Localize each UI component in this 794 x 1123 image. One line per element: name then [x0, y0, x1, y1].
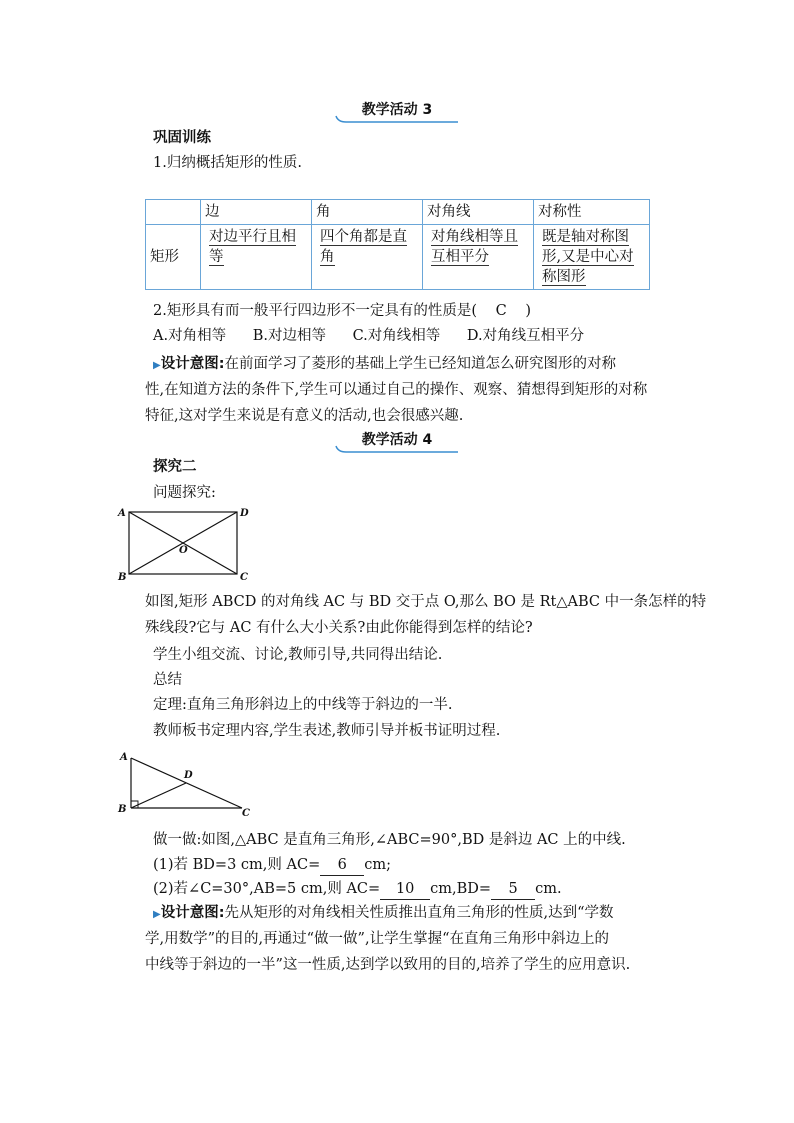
design-intent-line: 性,在知道方法的条件下,学生可以通过自己的操作、观察、猜想得到矩形的对称 [145, 382, 648, 398]
design-intent-line: 先从矩形的对角线相关性质推出直角三角形的性质,达到“学数 [224, 905, 614, 921]
heading-text: 教学活动 3 [361, 102, 433, 118]
section-heading [332, 430, 462, 450]
option-c: C.对角线相等 [352, 328, 441, 344]
point-label-o: O [179, 545, 188, 556]
exercise-item-1 [153, 855, 391, 876]
design-intent-label: 设计意图: [160, 356, 225, 372]
board-note: 教师板书定理内容,学生表述,教师引导并板书证明过程. [153, 723, 501, 739]
triangle-bullet-icon: ▶ [153, 360, 161, 371]
table-cell: 对边平行且相等 [209, 229, 296, 265]
table-cell: 四个角都是直角 [320, 229, 407, 265]
section-title: 巩固训练 [153, 130, 211, 146]
table-header-cell: 对角线 [423, 200, 534, 225]
design-intent-1 [153, 354, 616, 376]
design-intent-line: 中线等于斜边的一半”这一性质,达到学以致用的目的,培养了学生的应用意识. [145, 957, 631, 973]
table-row-label: 矩形 [146, 225, 201, 290]
table-header-cell: 边 [201, 200, 312, 225]
table-header-row [146, 200, 650, 225]
exercise-text: cm,BD= [430, 881, 492, 897]
exercise-text: (1)若 BD=3 cm,则 AC= [153, 857, 321, 873]
rectangle-diagram [114, 502, 254, 584]
point-label-d: D [184, 770, 193, 781]
point-label-b: B [118, 572, 127, 583]
point-label-c: C [240, 572, 248, 583]
design-intent-line: 特征,这对学生来说是有意义的活动,也会很感兴趣. [145, 408, 464, 424]
triangle-bullet-icon: ▶ [153, 909, 161, 920]
table-header-cell [146, 200, 201, 225]
explore-intro: 问题探究: [153, 485, 216, 501]
point-label-a: A [118, 508, 126, 519]
design-intent-line: 在前面学习了菱形的基础上学生已经知道怎么研究图形的对称 [224, 356, 617, 372]
question-2 [153, 301, 531, 321]
paragraph: 殊线段?它与 AC 有什么大小关系?由此你能得到怎样的结论? [145, 620, 533, 636]
answer-blank: 6 [320, 855, 364, 876]
point-label-a: A [120, 752, 128, 763]
triangle-diagram [114, 746, 254, 820]
option-d: D.对角线互相平分 [466, 328, 585, 344]
heading-underline [332, 114, 462, 124]
paragraph: 学生小组交流、讨论,教师引导,共同得出结论. [153, 647, 443, 663]
section-heading [332, 100, 462, 120]
question-2-close: ) [525, 303, 531, 319]
design-intent-line: 学,用数学”的目的,再通过“做一做”,让学生掌握“在直角三角形中斜边上的 [145, 931, 609, 947]
question-2-stem: 2.矩形具有而一般平行四边形不一定具有的性质是( [153, 303, 477, 319]
heading-text: 教学活动 4 [361, 432, 433, 448]
table-row [146, 225, 650, 290]
exercise-text: cm; [364, 857, 391, 873]
exercise-text: cm. [535, 881, 562, 897]
table-cell: 对角线相等且互相平分 [431, 229, 518, 265]
answer-blank: 5 [491, 879, 535, 900]
question-1: 1.归纳概括矩形的性质. [153, 155, 302, 171]
paragraph: 如图,矩形 ABCD 的对角线 AC 与 BD 交于点 O,那么 BO 是 Rt△ABC 中一条怎样的特 [145, 594, 707, 610]
table-cell: 既是轴对称图形,又是中心对称图形 [542, 229, 634, 285]
exercise-text: (2)若∠C=30°,AB=5 cm,则 AC= [153, 881, 381, 897]
design-intent-2 [153, 903, 614, 925]
point-label-d: D [240, 508, 249, 519]
summary-label: 总结 [153, 672, 182, 688]
answer-blank: 10 [380, 879, 430, 900]
point-label-b: B [118, 804, 127, 815]
table-header-cell: 对称性 [534, 200, 650, 225]
theorem: 定理:直角三角形斜边上的中线等于斜边的一半. [153, 697, 453, 713]
option-b: B.对边相等 [252, 328, 326, 344]
heading-underline [332, 444, 462, 454]
properties-table [145, 199, 650, 290]
section-title: 探究二 [153, 459, 197, 475]
exercise-item-2 [153, 879, 562, 900]
design-intent-label: 设计意图: [160, 905, 225, 921]
question-2-options [153, 326, 584, 346]
option-a: A.对角相等 [153, 328, 227, 344]
exercise-intro: 做一做:如图,△ABC 是直角三角形,∠ABC=90°,BD 是斜边 AC 上的中线. [153, 832, 626, 848]
point-label-c: C [242, 808, 250, 819]
question-2-answer: C [495, 303, 507, 319]
table-header-cell: 角 [312, 200, 423, 225]
